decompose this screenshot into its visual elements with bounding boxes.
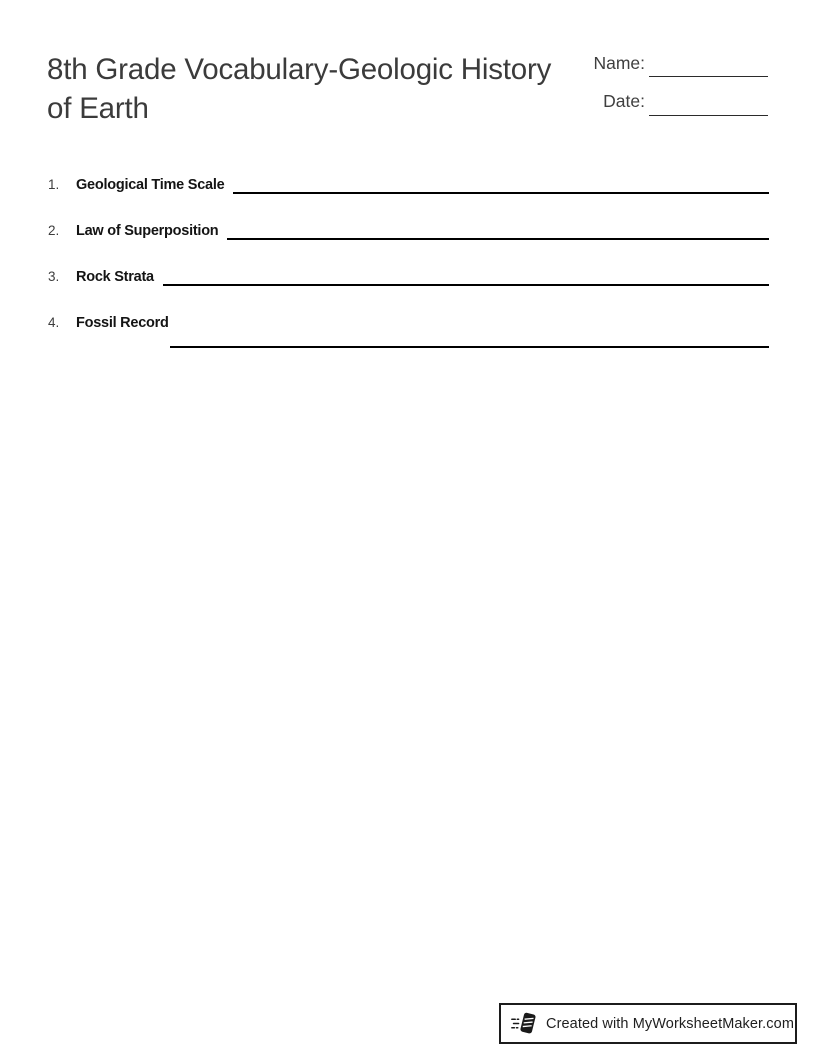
vocab-item-1 — [48, 175, 769, 195]
answer-blank-line — [233, 192, 769, 194]
item-number: 2. — [48, 223, 60, 238]
item-number: 1. — [48, 177, 60, 192]
date-label: Date: — [603, 91, 645, 111]
item-number: 4. — [48, 315, 60, 330]
vocab-item-2 — [48, 221, 769, 241]
name-blank-line — [649, 76, 768, 77]
answer-blank-line — [227, 238, 769, 240]
footer-credit-text: Created with MyWorksheetMaker.com — [546, 1015, 795, 1032]
vocab-term: Law of Superposition — [76, 223, 219, 239]
date-blank-line — [649, 115, 768, 116]
vocab-term: Geological Time Scale — [76, 177, 225, 193]
item-number: 3. — [48, 269, 60, 284]
page-title: 8th Grade Vocabulary-Geologic History of Earth — [47, 53, 552, 125]
footer-credit[interactable] — [499, 1003, 797, 1044]
vocab-item-3 — [48, 267, 769, 287]
vocab-term: Fossil Record — [76, 315, 169, 331]
vocab-item-4 — [48, 313, 769, 333]
flying-worksheet-icon — [511, 1010, 538, 1037]
answer-blank-line — [163, 284, 769, 286]
name-label: Name: — [593, 53, 645, 73]
answer-blank-line — [170, 346, 769, 348]
vocab-term: Rock Strata — [76, 269, 154, 285]
